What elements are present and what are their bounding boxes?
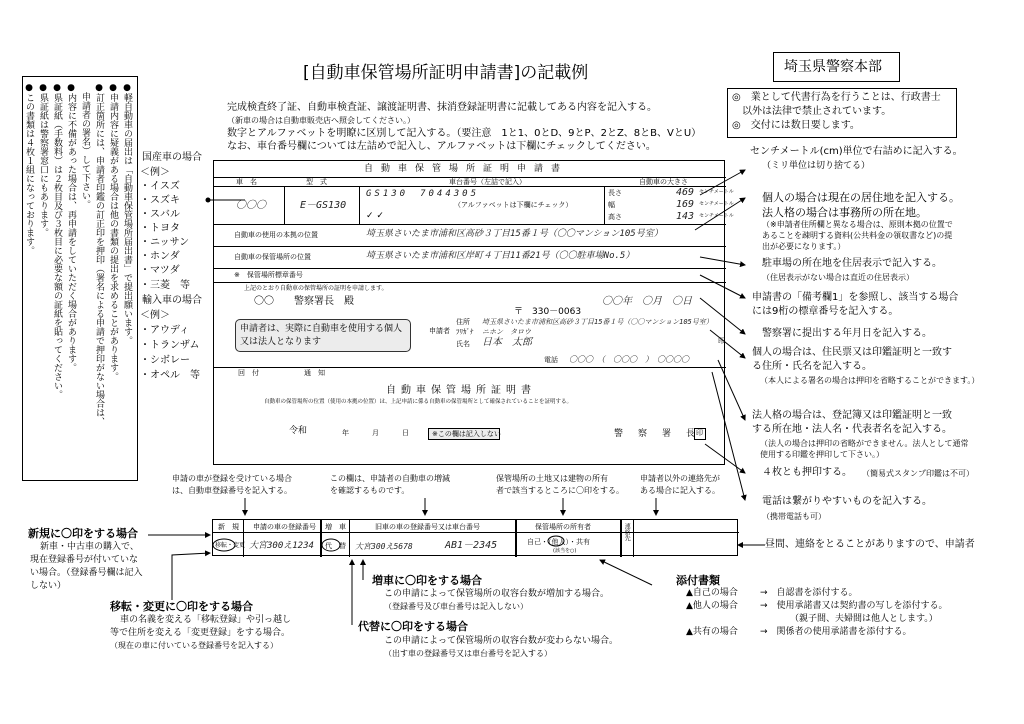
col-model-header: 型 式 xyxy=(306,178,327,186)
notice-label: 通 知 xyxy=(304,369,325,377)
annotation-cm: センチメートル(cm)単位で右詰めに記入する。 xyxy=(750,146,963,157)
annotation-contact: 昼間、連絡をとることがありますので、申請者 xyxy=(765,539,975,550)
annotation-parking-note: （住居表示がない場合は直近の住居表示） xyxy=(762,273,914,282)
section-increase-text: この申請によって保管場所の収容台数が増加する場合。 xyxy=(384,589,610,599)
annotation-addr: 個人の場合は現在の居住地を記入する。 xyxy=(762,191,960,204)
section-move-text: 車の名義を変える「移転登録」や引っ越し xyxy=(120,615,292,625)
new-option[interactable]: 新 規 xyxy=(218,523,239,531)
left-note: ●この書類は４枚１組になっております。 xyxy=(24,83,34,255)
attach-label: ▲共有の場合 xyxy=(686,627,738,637)
circulation-label: 回 付 xyxy=(238,369,259,377)
maker-item: ・三菱 等 xyxy=(140,280,190,291)
annotation-corp-note: （法人の場合は押印の省略ができません。法人として通常 xyxy=(760,439,969,448)
attach-note: （親子間、夫婦間は他人とします。） xyxy=(790,614,938,624)
seal-label: 印 xyxy=(696,429,703,437)
change-option[interactable]: 移転・変更 xyxy=(215,542,246,549)
section-increase-text: （登録番号及び車台番号は記入しない） xyxy=(384,602,528,611)
addressee[interactable]: 〇〇 警察署長 殿 xyxy=(254,296,354,307)
police-chief-label: 警 察 署 長 xyxy=(614,429,699,439)
annotation-person-note: （本人による署名の場合は押印を省略することができます。） xyxy=(760,376,980,385)
applicant-name-value[interactable]: 日本 太郎 xyxy=(482,337,532,348)
attach-text: → 関係者の使用承諾書を添付する。 xyxy=(760,627,912,637)
no-fill-label: ※この欄は記入しない xyxy=(432,430,501,438)
replace-option[interactable]: 代 替 xyxy=(325,542,346,550)
name-label: 氏名 xyxy=(456,340,470,348)
callout-owner: 保管場所の土地又は建物の所有 xyxy=(496,474,608,483)
left-note: ●県証紙は警察署窓口にもあります。 xyxy=(38,83,48,237)
size-height-label: 高さ xyxy=(608,213,622,221)
left-note: ●軽自動車の届出は「自動車保管場所届出書」で提出願います。 xyxy=(122,83,132,345)
col-name-header: 車 名 xyxy=(236,178,257,186)
col-chassis-header: 車台番号（左詰で記入） xyxy=(449,178,526,186)
left-note: ●県証紙（手数料）は２枚目及び３枚目に必要な額の証紙を貼ってください。 xyxy=(52,83,62,399)
callout-reg: 申請の車が登録を受けている場合 xyxy=(172,474,292,483)
size-height-value[interactable]: 143 xyxy=(676,211,695,222)
annotation-corp: する所在地・法人名・代表者名を記入する。 xyxy=(752,424,952,435)
section-new-title: 新規に〇印をする場合 xyxy=(28,527,138,540)
date-value[interactable]: 〇〇年 〇月 〇日 xyxy=(602,296,692,307)
section-new-text: 現在登録番号が付いていな xyxy=(30,555,139,565)
form-title: 自動車保管場所証明申請書 xyxy=(364,164,569,174)
notice-line: 以外は法律で禁止されています。 xyxy=(732,106,892,117)
maker-item: ・ニッサン xyxy=(140,237,190,248)
tel-value[interactable]: 〇〇〇 （ 〇〇〇 ） 〇〇〇〇 xyxy=(569,355,689,364)
section-attach-title: 添付書類 xyxy=(676,574,720,587)
intro-line: なお、車台番号欄については左詰めで記入し、アルファベットは下欄にチェックしてください。 xyxy=(227,141,656,152)
section-replace-text: この申請によって保管場所の収容台数が変わらない場合。 xyxy=(384,636,619,646)
annotation-person: る住所・氏名を記入する。 xyxy=(752,361,872,372)
makers-example: ＜例＞ xyxy=(140,167,170,178)
maker-item: ・トランザム xyxy=(140,340,200,351)
section-new-text: しない） xyxy=(30,581,67,591)
day-label: 日 xyxy=(402,429,409,437)
attach-text: → 使用承諾書又は契約書の写しを添付する。 xyxy=(760,601,948,611)
certificate-text: 自動車の保管場所の位置（使用の本拠の位置）は、上記申請に係る自動車の保管場所として確保されていることを証明する。 xyxy=(264,399,573,405)
change-circle xyxy=(213,539,235,551)
section-replace-text: （出す車の登録番号又は車台番号を記入する） xyxy=(384,649,552,658)
applicant-label: 申請者 xyxy=(429,327,450,335)
owner-label: 保管場所の所有者 xyxy=(535,523,591,531)
makers-example: ＜例＞ xyxy=(140,310,170,321)
annotation-addr-note: （※申請者住所欄と異なる場合は、原則本拠の位置で xyxy=(762,220,953,229)
postal-code[interactable]: 〒 330－0063 xyxy=(514,307,582,317)
intro-line: （新車の場合は自動車販売店へ照会してください。） xyxy=(227,116,415,125)
col-size-header: 自動車の大きさ xyxy=(639,178,688,186)
kana-value[interactable]: ニホン タロウ xyxy=(482,328,531,336)
maker-item: ・スズキ xyxy=(140,195,180,206)
callout-owner: 者で該当するところに〇印をする。 xyxy=(496,486,624,495)
annotation-person: 個人の場合は、住民票又は印鑑証明と一致す xyxy=(752,347,952,358)
annotation-cm-note: （ミリ単位は切り捨てる） xyxy=(762,161,871,171)
callout-contact: ある場合に記入する。 xyxy=(640,486,720,495)
owner-note: (該当を○) xyxy=(553,548,577,554)
reg-number-value[interactable]: 大宮300え1234 xyxy=(249,541,314,551)
annotation-stamp-note: （簡易式スタンプ印鑑は不可） xyxy=(862,469,974,478)
section-move-text: 等で住所を変える「変更登録」をする場合。 xyxy=(110,628,291,638)
annotation-corp: 法人格の場合は、登記簿又は印鑑証明と一致 xyxy=(752,410,952,421)
callout-incdec: を確認するものです。 xyxy=(330,486,410,495)
month-label: 月 xyxy=(372,429,379,437)
old-number-value[interactable]: 大宮300え5678 xyxy=(355,542,413,551)
annotation-date: 警察署に提出する年月日を記入する。 xyxy=(762,328,932,339)
use-place-value[interactable]: 埼玉県さいたま市浦和区高砂３丁目15番１号（〇〇マンション105号室） xyxy=(366,229,663,239)
section-new-text: い場合。（登録番号欄は記入 xyxy=(30,568,143,578)
storage-place-label: 自動車の保管場所の位置 xyxy=(234,253,311,261)
replace-circle xyxy=(322,539,340,551)
address-label: 住所 xyxy=(456,318,470,326)
annotation-phone-note: （携帯電話も可） xyxy=(762,512,826,521)
section-increase-title: 増車に〇印をする場合 xyxy=(372,574,482,587)
maker-item: ・イスズ xyxy=(140,181,180,192)
header-badge-label: 埼玉県警察本部 xyxy=(784,59,882,75)
section-move-text: （現在の車に付いている登録番号を記入する） xyxy=(110,641,278,650)
maker-item: ・スバル xyxy=(140,209,180,220)
size-unit: センチメートル xyxy=(699,213,734,219)
reg-number-label: 申請の車の登録番号 xyxy=(253,523,316,531)
reiwa-label: 令和 xyxy=(289,426,308,436)
chassis-number-value[interactable]: GS130 7044305 xyxy=(366,189,480,199)
annotation-ref: には9桁の標章番号を記入する。 xyxy=(752,306,899,317)
section-new-text: 新車・中古車の購入で、 xyxy=(40,542,139,552)
left-note: ●内容に不備があった場合は、再申請をしていただく場合があります。 xyxy=(66,83,76,372)
left-note: 申請者の署名）して下さい。 xyxy=(80,83,90,209)
fine-print: 上記のとおり自動車の保管場所の証明を申請します。 xyxy=(244,285,388,292)
storage-code-label: ※ 保管場所標章番号 xyxy=(234,271,303,279)
maker-item: ・マツダ xyxy=(140,265,180,276)
intro-line: 完成検査終了証、自動車検査証、譲渡証明書、抹消登録証明書に記載してある内容を記入する。 xyxy=(227,102,657,113)
annotation-addr-note: 出が必要になります。） xyxy=(762,242,846,251)
contact-label: 連絡先 xyxy=(623,523,631,541)
increase-option[interactable]: 増 車 xyxy=(325,523,346,531)
chassis-note: （アルファベットは下欄にチェック） xyxy=(454,201,573,209)
section-replace-title: 代替に〇印をする場合 xyxy=(358,620,468,633)
annotation-addr-note: あることを疎明する資料(公共料金の領収書など)の提 xyxy=(762,231,953,240)
maker-item: ・オペル 等 xyxy=(140,370,200,381)
attach-text: → 自認書を添付する。 xyxy=(760,588,858,598)
size-width-label: 幅 xyxy=(608,201,615,209)
vehicle-name-value[interactable]: 〇〇〇 xyxy=(236,200,266,211)
callout-contact: 申請者以外の連絡先が xyxy=(640,474,720,483)
use-place-label: 自動車の使用の本拠の位置 xyxy=(234,231,318,239)
attach-label: ▲自己の場合 xyxy=(686,588,738,598)
storage-place-value[interactable]: 埼玉県さいたま市浦和区岸町４丁目11番21号（〇〇駐車場No.5） xyxy=(366,251,635,261)
notice-line: ◎ 交付には数日要します。 xyxy=(732,120,860,131)
left-note: ●訂正箇所には、申請者印鑑の訂正印を押印（署名による申請で押印がない場合は、 xyxy=(94,83,104,426)
annotation-phone: 電話は繋がりやすいものを記入する。 xyxy=(762,496,932,507)
annotation-corp-note: 使用する印鑑を押印して下さい。） xyxy=(760,450,884,459)
kana-label: ﾌﾘｶﾞﾅ xyxy=(456,328,474,336)
intro-line: 数字とアルファベットを明瞭に区別して記入する。（要注意 1と1、0とD、9とP、2とZ、8とB、VとU） xyxy=(227,128,702,139)
certificate-title: 自動車保管場所証明書 xyxy=(386,385,536,396)
makers-import-title: 輸入車の場合 xyxy=(142,295,202,306)
annotation-addr: 法人格の場合は事務所の所在地。 xyxy=(762,206,927,219)
old-number-label: 旧車の車の登録番号又は車台番号 xyxy=(375,523,480,531)
maker-item: ・アウディ xyxy=(140,325,190,336)
address-value[interactable]: 埼玉県さいたま市浦和区高砂３丁目15番１号（〇〇マンション105号室） xyxy=(482,318,713,326)
section-move-title: 移転・変更に〇印をする場合 xyxy=(110,600,253,613)
maker-item: ・ホンダ xyxy=(140,251,180,262)
size-unit: センチメートル xyxy=(699,201,734,207)
size-length-label: 長さ xyxy=(608,189,622,197)
maker-item: ・シボレー xyxy=(140,355,190,366)
applicant-note: 申請者は、実際に自動車を使用する個人又は法人となります xyxy=(240,324,403,347)
vehicle-model-value[interactable]: E－GS130 xyxy=(300,200,347,211)
left-note: ●申請内容に疑義がある場合は他の書類の提出を求めることがあります。 xyxy=(108,83,118,381)
annotation-stamp: ４枚とも押印する。 xyxy=(762,467,852,478)
callout-incdec: この欄は、申請者の自動車の増減 xyxy=(330,474,450,483)
year-label: 年 xyxy=(342,429,349,437)
annotation-parking: 駐車場の所在地を住居表示で記入する。 xyxy=(762,258,942,269)
maker-item: ・トヨタ xyxy=(140,223,180,234)
size-width-value[interactable]: 169 xyxy=(676,199,695,210)
attach-label: ▲他人の場合 xyxy=(686,601,738,611)
callout-reg: は、自動車登録番号を記入する。 xyxy=(172,486,292,495)
tel-label: 電話 xyxy=(544,356,558,364)
old-chassis-value[interactable]: AB1－2345 xyxy=(445,540,498,551)
size-unit: センチメートル xyxy=(699,189,734,195)
page-title: [自動車保管場所証明申請書]の記載例 xyxy=(303,63,589,83)
chassis-check-marks[interactable]: ✓ ✓ xyxy=(366,211,384,221)
annotation-ref: 申請書の「備考欄1」を参照し、該当する場合 xyxy=(752,292,959,303)
size-length-value[interactable]: 469 xyxy=(676,187,695,198)
other-circle xyxy=(548,536,564,546)
notice-line: ◎ 業として代書行為を行うことは、行政書士 xyxy=(732,92,941,103)
makers-domestic-title: 国産車の場合 xyxy=(142,152,202,163)
owner-options[interactable]: 自己・（他人）・共有 xyxy=(527,538,590,546)
seal-mark: 印 xyxy=(718,337,725,345)
